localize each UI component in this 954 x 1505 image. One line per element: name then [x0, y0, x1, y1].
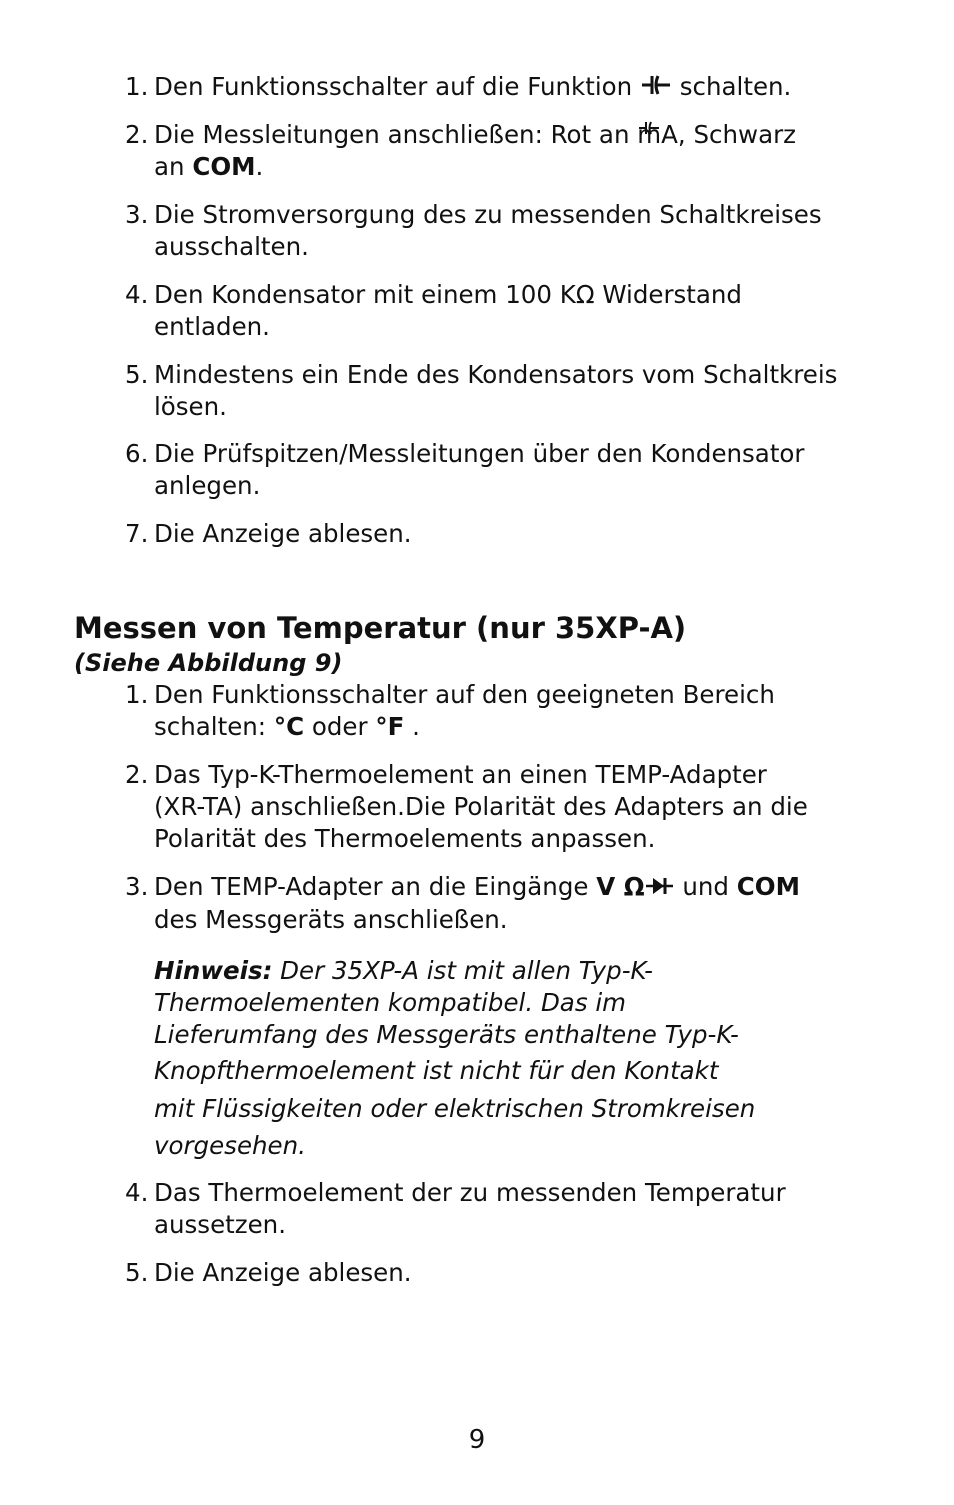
note-label: Hinweis:: [154, 956, 273, 985]
step-number: 6.: [125, 439, 149, 468]
step-text: Mindestens ein Ende des Kondensators vom Schaltkreis lösen.: [154, 360, 838, 421]
step-text: Die Stromversorgung des zu messenden Schaltkreises ausschalten.: [154, 200, 822, 261]
step-text: Die Messleitungen anschließen: Rot an mA, Schwarz an COM.: [154, 119, 844, 183]
step-number: 1.: [125, 72, 149, 101]
step-number: 2.: [125, 760, 149, 789]
figure-reference: (Siehe Abbildung 9): [74, 649, 343, 677]
diode-icon: [645, 872, 675, 904]
step-text: Das Thermoelement der zu messenden Temperatur aussetzen.: [154, 1178, 786, 1239]
capacitor-icon: [640, 72, 672, 104]
step-text: Den Kondensator mit einem 100 KΩ Widerstand entladen.: [154, 280, 742, 341]
step-number: 1.: [125, 680, 149, 709]
ma-terminal-label: mA: [637, 119, 678, 151]
page-number: 9: [468, 1425, 486, 1455]
step-number: 5.: [125, 360, 149, 389]
step-number: 7.: [125, 519, 149, 548]
step-text: Den TEMP-Adapter an die Eingänge V Ω und COM des Messgeräts anschließen.: [154, 872, 800, 934]
step-number: 3.: [125, 872, 149, 901]
step-text: Die Anzeige ablesen.: [154, 519, 412, 548]
step-text: Das Typ-K-Thermoelement an einen TEMP-Adapter (XR-TA) anschließen.Die Polarität des Adapters an die Polarität des Thermoelements anpassen.: [154, 760, 808, 853]
step-number: 5.: [125, 1258, 149, 1287]
step-number: 4.: [125, 1178, 149, 1207]
capacitor-small-icon: [638, 111, 660, 143]
note-block: Hinweis: Der 35XP-A ist mit allen Typ-K- Thermoelementen kompatibel. Das im Lieferumfang des Messgeräts enthaltene Typ-K- Knopfthermoelement ist nicht für den Kontakt mit Flüssigkeiten oder elektrischen Stromkreisen vorgesehen.: [154, 956, 756, 1160]
step-text: Den Funktionsschalter auf den geeigneten Bereich schalten: °C oder °F .: [154, 680, 775, 741]
section-heading: Messen von Temperatur (nur 35XP-A): [74, 611, 687, 645]
step-number: 3.: [125, 200, 149, 229]
step-text: Den Funktionsschalter auf die Funktion schalten.: [154, 71, 844, 104]
step-number: 2.: [125, 120, 149, 149]
step-text: Die Prüfspitzen/Messleitungen über den Kondensator anlegen.: [154, 439, 805, 500]
step-text: Die Anzeige ablesen.: [154, 1258, 412, 1287]
step-number: 4.: [125, 280, 149, 309]
